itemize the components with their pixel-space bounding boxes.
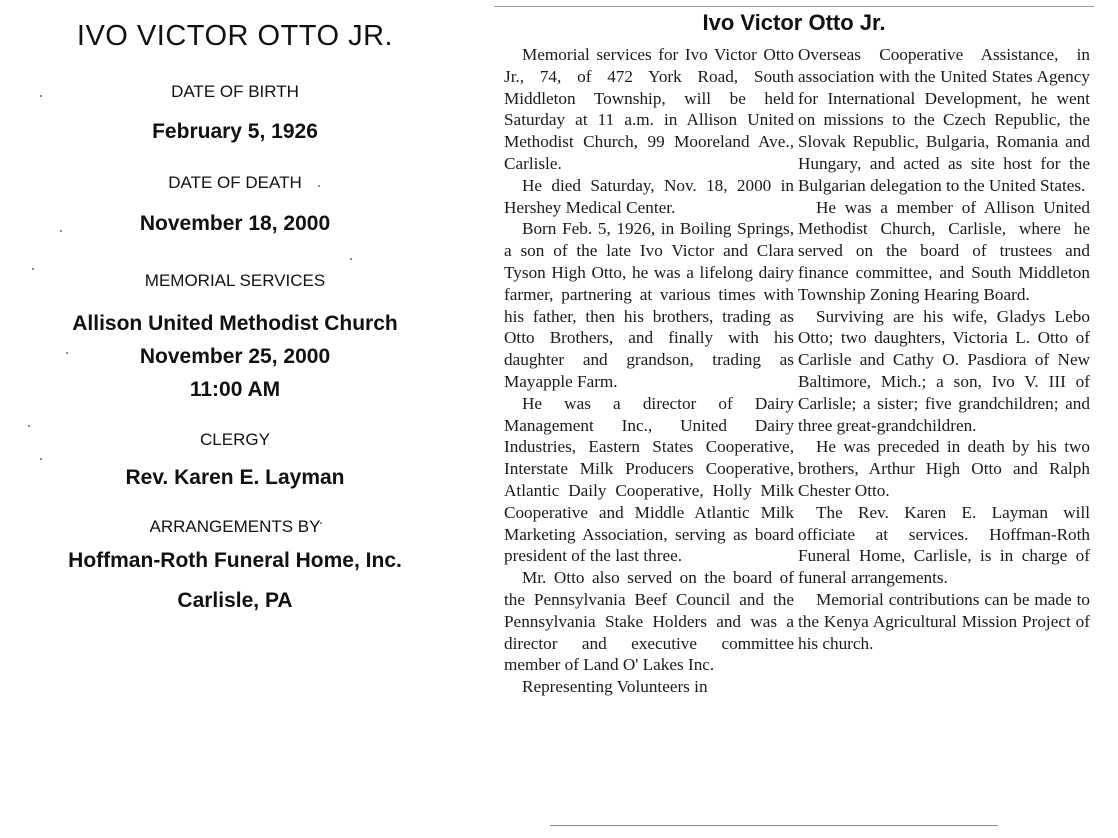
paragraph: Memorial services for Ivo Victor Otto Jr., 74, of 472 York Road, South Middleton Township, will be held Saturday at 11 a.m. in Allison United Methodist Church, 99 Mooreland Ave., Carlisle. bbox=[504, 45, 794, 173]
paragraph: Mr. Otto also served on the board of the Pennsylvania Beef Council and the Pennsylvania Stake Holders and was a director and executive committee member of Land O' Lakes Inc. bbox=[504, 568, 794, 675]
paragraph: Overseas Cooperative Assistance, in association with the United States Agency for International Development, he went on missions to the Czech Republic, the Slovak Republic, Bulgaria, Romania and Hungary, and acted as site host for the Bulgarian delegation to the United States. bbox=[798, 45, 1090, 195]
scan-speck bbox=[60, 230, 62, 232]
paragraph: He died Saturday, Nov. 18, 2000 in Hershey Medical Center. bbox=[504, 175, 794, 217]
clergy-label: CLERGY bbox=[200, 430, 270, 449]
scan-speck bbox=[32, 268, 34, 270]
services-location: Allison United Methodist Church bbox=[72, 312, 398, 335]
funeral-home-city: Carlisle, PA bbox=[177, 589, 293, 612]
scan-speck bbox=[28, 425, 30, 427]
date-of-birth-label: DATE OF BIRTH bbox=[171, 82, 299, 101]
paragraph: Surviving are his wife, Gladys Lebo Otto; two daughters, Victoria L. Otto of Carlisle and Cathy O. Pasdiora of New Baltimore, Mich.; a son, Ivo V. III of Carlisle; a sister; five grandchildren; and three great-grandchildren. bbox=[798, 306, 1090, 435]
paragraph: He was a director of Dairy Management Inc., United Dairy Industries, Eastern States Cooperative, Interstate Milk Producers Cooperative, Atlantic Daily Cooperative, Holly Milk Cooperative and Middle Atlantic Milk Marketing Association, serving as board president of the last three. bbox=[504, 393, 794, 566]
paragraph: The Rev. Karen E. Layman will officiate at services. Hoffman-Roth Funeral Home, Carlisle, is in charge of funeral arrangements. bbox=[798, 502, 1090, 588]
clipping-bottom-rule bbox=[550, 825, 998, 826]
paragraph: Representing Volunteers in bbox=[522, 677, 708, 697]
clipping-column-2 bbox=[798, 44, 1090, 654]
scan-speck bbox=[350, 258, 352, 260]
scan-speck bbox=[40, 458, 42, 460]
clipping-headline: Ivo Victor Otto Jr. bbox=[702, 10, 886, 35]
funeral-home-name: Hoffman-Roth Funeral Home, Inc. bbox=[68, 549, 402, 572]
arrangements-label: ARRANGEMENTS BY bbox=[149, 517, 321, 536]
services-time: 11:00 AM bbox=[189, 378, 281, 401]
paragraph: Memorial contributions can be made to the Kenya Agricultural Mission Project of his church. bbox=[798, 589, 1090, 653]
scan-speck bbox=[66, 352, 68, 354]
paragraph: He was preceded in death by his two brothers, Arthur High Otto and Ralph Chester Otto. bbox=[798, 437, 1090, 500]
scan-speck bbox=[40, 95, 42, 97]
paragraph: He was a member of Allison United Methodist Church, Carlisle, where he served on the board of trustees and finance committee, and South Middleton Township Zoning Hearing Board. bbox=[798, 197, 1090, 304]
card-title: IVO VICTOR OTTO JR. bbox=[76, 20, 394, 52]
clipping-column-1 bbox=[504, 44, 794, 698]
date-of-death: November 18, 2000 bbox=[139, 212, 331, 235]
clergy-name: Rev. Karen E. Layman bbox=[125, 466, 345, 489]
date-of-birth: February 5, 1926 bbox=[152, 120, 318, 143]
scan-speck bbox=[318, 185, 320, 187]
memorial-services-label: MEMORIAL SERVICES bbox=[144, 271, 326, 290]
paragraph: Born Feb. 5, 1926, in Boiling Springs, a son of the late Ivo Victor and Clara Tyson High Otto, he was a lifelong dairy farmer, partnering at various times with his father, then his brothers, trading as Otto Brothers, and finally with his daughter and grandson, trading as Mayapple Farm. bbox=[504, 219, 794, 391]
memorial-card bbox=[0, 0, 480, 838]
newspaper-clipping bbox=[490, 0, 1118, 838]
clipping-top-rule bbox=[494, 6, 1094, 7]
date-of-death-label: DATE OF DEATH bbox=[168, 173, 302, 192]
scan-speck bbox=[320, 522, 322, 524]
services-date: November 25, 2000 bbox=[139, 345, 331, 368]
